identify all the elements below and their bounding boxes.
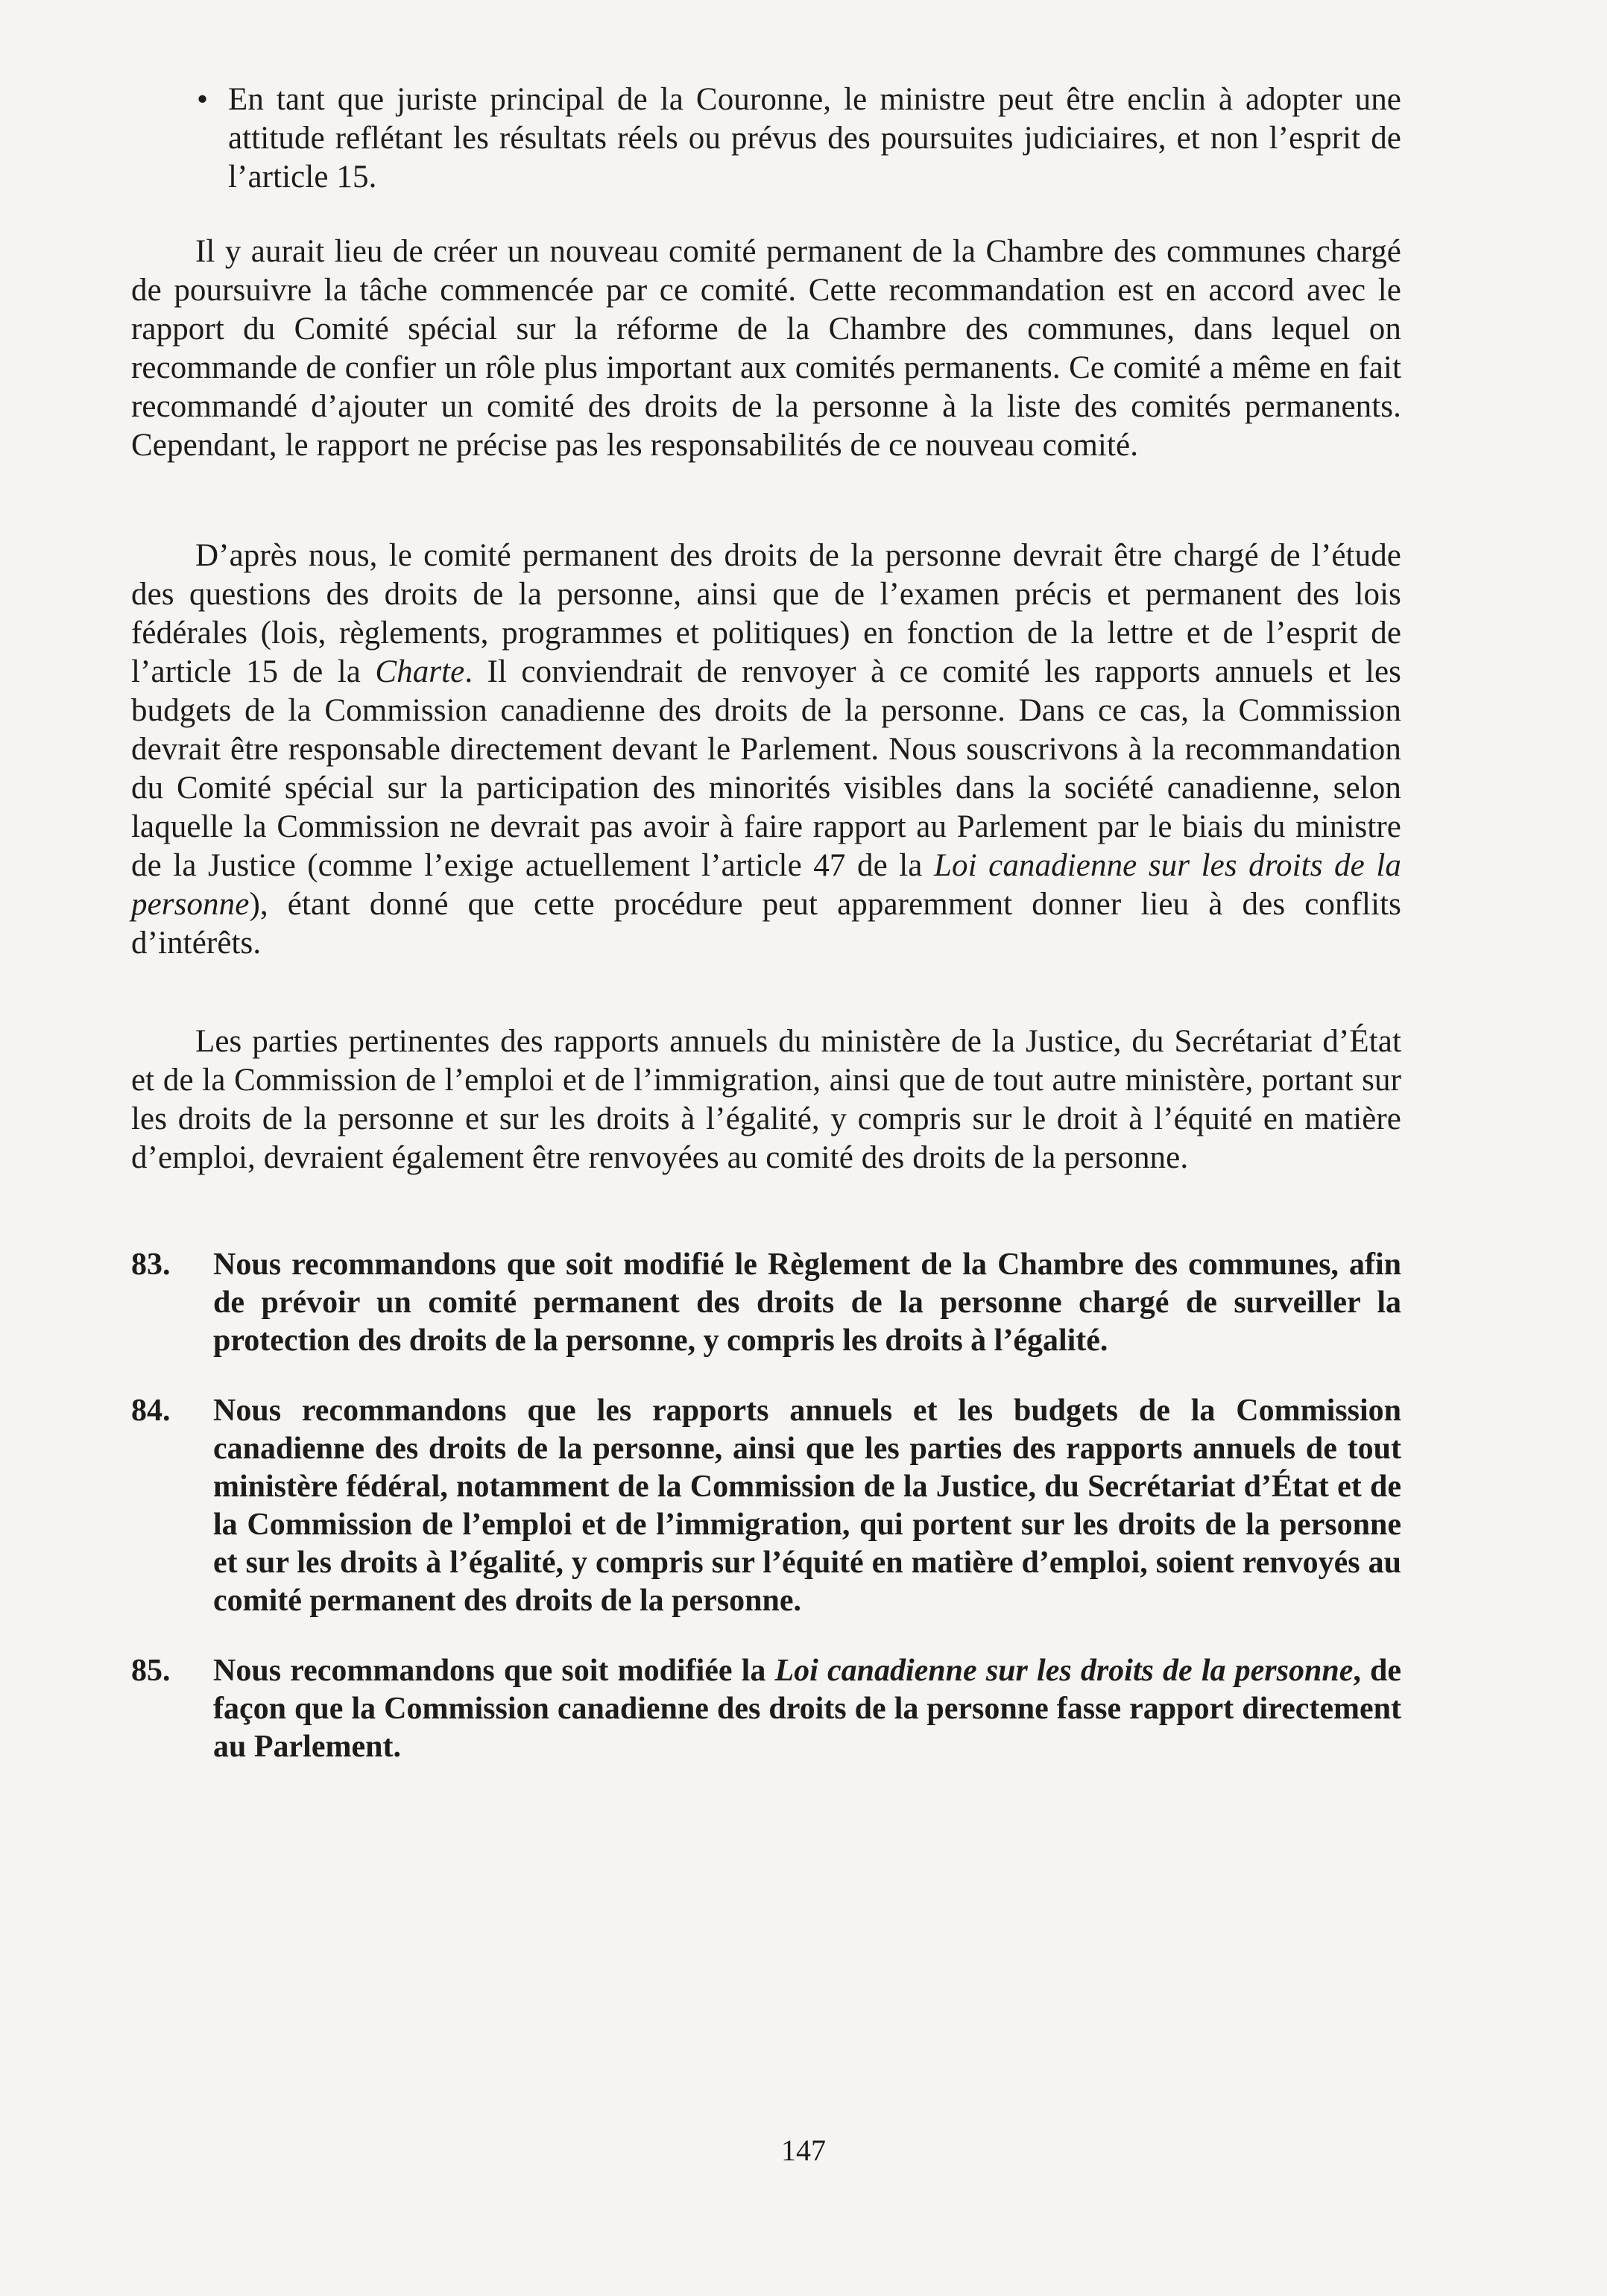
recommendation-number: 83. [131,1247,171,1282]
italic-title-loi: Loi canadienne sur les droits de la personne [131,848,1401,922]
page-number: 147 [781,2134,826,2167]
bullet-item [194,80,1401,197]
bullet-icon: • [197,82,209,117]
italic-title-charte: Charte [375,654,465,689]
recommendation-text-part: Nous recommandons que soit modifiée la [213,1654,775,1688]
recommendation-text [213,1652,1401,1766]
paragraph-new-committee: Il y aurait lieu de créer un nouveau comité permanent de la Chambre des communes chargé de poursuivre la tâche commencée par ce comité. Cette recommandation est en accord avec le rapport du Comité spécial sur la réforme de la Chambre des communes, dans lequel on recommande de confier un rôle plus important aux comités permanents. Ce comité a même en fait recommandé d’ajouter un comité des droits de la personne à la liste des comités permanents. Cependant, le rapport ne précise pas les responsabilités de ce nouveau comité. [131,234,1401,463]
paragraph-text: . Il conviendrait de renvoyer à ce comité les rapports annuels et les budgets de la Commission canadienne des droits de la personne. Dans ce cas, la Commission devrait être responsable directement devant le Parlement. Nous souscrivons à la recommandation du Comité spécial sur la participation des minorités visibles dans la société canadienne, selon laquelle la Commission ne devrait pas avoir à faire rapport au Parlement par le biais du ministre de la Justice (comme l’exige actuellement l’article 47 de la [131,654,1401,883]
recommendation-text: Nous recommandons que soit modifié le Règlement de la Chambre des communes, afin de prévoir un comité permanent des droits de la personne chargé de surveiller la protection des droits de la personne, y compris les droits à l’égalité. [213,1247,1401,1358]
paragraph-committee-mandate [131,537,1401,963]
paragraph-text: ), étant donné que cette procédure peut apparemment donner lieu à des conflits d’intérêts. [131,887,1401,961]
recommendation-85 [131,1652,1401,1766]
recommendation-number: 85. [131,1654,171,1688]
recommendation-84 [131,1392,1401,1620]
recommendation-number: 84. [131,1394,171,1428]
paragraph-text: D’après nous, le comité permanent des droits de la personne devrait être chargé de l’étude des questions des droits de la personne, ainsi que de l’examen précis et permanent des lois fédérales (lois, règlements, programmes et politiques) en fonction de la lettre et de l’esprit de l’article 15 de la [131,538,1401,689]
recommendation-83 [131,1246,1401,1360]
paragraph-annual-reports: Les parties pertinentes des rapports annuels du ministère de la Justice, du Secrétariat d’État et de la Commission de l’emploi et de l’immigration, ainsi que de tout autre ministère, portant sur les droits de la personne et sur les droits à l’égalité, y compris sur le droit à l’équité en matière d’emploi, devraient également être renvoyées au comité des droits de la personne. [131,1024,1401,1175]
bullet-text: En tant que juriste principal de la Couronne, le ministre peut être enclin à adopter une attitude reflétant les résultats réels ou prévus des poursuites judiciaires, et non l’esprit de l’article 15. [228,82,1401,195]
recommendation-text-part: , de façon que la Commission canadienne des droits de la personne fasse rapport directement au Parlement. [213,1654,1401,1764]
recommendation-text: Nous recommandons que les rapports annuels et les budgets de la Commission canadienne des droits de la personne, ainsi que les parties des rapports annuels de tout ministère fédéral, notamment de la Commission de la Justice, du Secrétariat d’État et de la Commission de l’emploi et de l’immigration, qui portent sur les droits de la personne et sur les droits à l’égalité, y compris sur l’équité en matière d’emploi, soient renvoyés au comité permanent des droits de la personne. [213,1394,1401,1618]
italic-title-loi: Loi canadienne sur les droits de la personne [774,1654,1354,1688]
